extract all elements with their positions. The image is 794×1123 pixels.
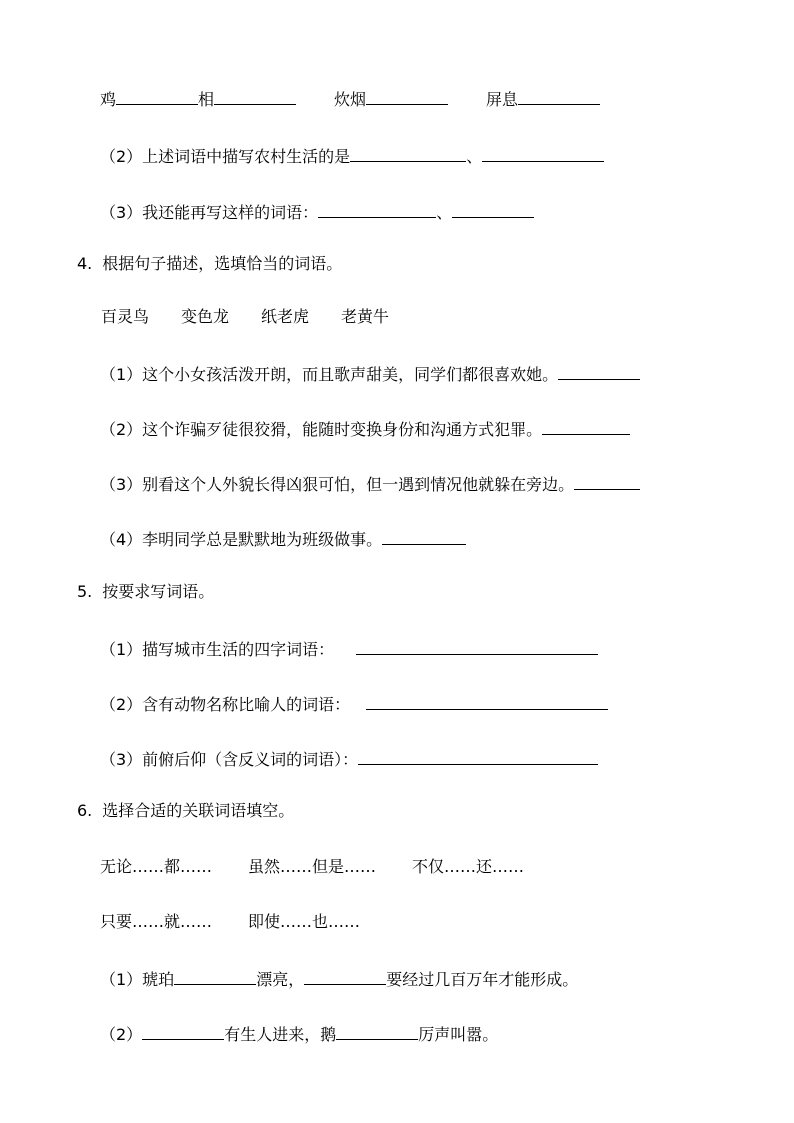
q3-blank-1[interactable] xyxy=(116,87,198,105)
q5-heading xyxy=(77,582,214,602)
q6-options-row-1 xyxy=(100,857,524,877)
q4-option-1: 百灵鸟 xyxy=(101,307,150,326)
q3-part3-row xyxy=(100,200,534,220)
q6-sub-2-mid: 有生人进来，鹅 xyxy=(224,1025,337,1044)
q5-sub-3-text: （3）前俯后仰（含反义词的词语）： xyxy=(100,750,359,769)
q4-option-2: 变色龙 xyxy=(181,307,230,326)
q6-sub-1-mid: 漂亮， xyxy=(256,970,305,989)
q4-sub-1-text: （1）这个小女孩活泼开朗，而且歌声甜美，同学们都很喜欢她。 xyxy=(100,365,559,384)
q6-option-4: 只要……就…… xyxy=(100,912,213,931)
q3-part2-blank-2[interactable] xyxy=(482,144,604,162)
q5-sub-2 xyxy=(100,692,608,712)
q6-sub-2-label: （2） xyxy=(100,1025,143,1044)
q4-sub-3-text: （3）别看这个人外貌长得凶狠可怕，但一遇到情况他就躲在旁边。 xyxy=(100,475,575,494)
q3-part2-sep: 、 xyxy=(466,147,483,166)
q4-sub-4-text: （4）李明同学总是默默地为班级做事。 xyxy=(100,530,383,549)
q3-blank-4[interactable] xyxy=(518,87,600,105)
q4-sub-4 xyxy=(100,527,466,547)
q6-sub-2 xyxy=(100,1022,498,1042)
q5-sub-2-blank[interactable] xyxy=(366,692,608,710)
q4-sub-2-text: （2）这个诈骗歹徒很狡猾，能随时变换身份和沟通方式犯罪。 xyxy=(100,420,543,439)
q4-option-3: 纸老虎 xyxy=(261,307,310,326)
q3-item-1: 鸡 xyxy=(100,90,117,109)
q6-option-5: 即使……也…… xyxy=(248,912,361,931)
q3-blank-3[interactable] xyxy=(366,87,448,105)
q5-sub-3 xyxy=(100,747,598,767)
q6-sub-2-blank-1[interactable] xyxy=(142,1022,224,1040)
q6-option-2: 虽然……但是…… xyxy=(248,857,377,876)
q6-heading xyxy=(77,801,294,821)
q3-part3-blank-1[interactable] xyxy=(318,200,436,218)
q6-sub-1-end: 要经过几百万年才能形成。 xyxy=(386,970,579,989)
q3-part2-blank-1[interactable] xyxy=(350,144,466,162)
q3-part2-text: （2）上述词语中描写农村生活的是 xyxy=(100,147,351,166)
q4-sub-3-blank[interactable] xyxy=(574,472,640,490)
q3-part1-row xyxy=(100,87,600,107)
q6-options-row-2 xyxy=(100,912,360,932)
q6-number: 6. xyxy=(77,801,93,820)
q5-sub-1-blank[interactable] xyxy=(356,637,598,655)
q4-sub-4-blank[interactable] xyxy=(382,527,466,545)
q6-option-1: 无论……都…… xyxy=(100,857,213,876)
q6-sub-2-blank-2[interactable] xyxy=(336,1022,418,1040)
q4-sub-1-blank[interactable] xyxy=(558,362,640,380)
q4-options-row xyxy=(101,307,389,327)
q6-sub-2-end: 厉声叫嚣。 xyxy=(418,1025,499,1044)
q6-sub-1 xyxy=(100,967,578,987)
q5-sub-2-text: （2）含有动物名称比喻人的词语： xyxy=(100,695,351,714)
q5-sub-3-blank[interactable] xyxy=(358,747,598,765)
q5-sub-1-text: （1）描写城市生活的四字词语： xyxy=(100,640,335,659)
q3-part3-blank-2[interactable] xyxy=(452,200,534,218)
q4-sub-2-blank[interactable] xyxy=(542,417,630,435)
q3-part3-sep: 、 xyxy=(436,203,453,222)
q5-number: 5. xyxy=(77,582,93,601)
q4-number: 4. xyxy=(77,254,93,273)
q3-part3-text: （3）我还能再写这样的词语： xyxy=(100,203,319,222)
q6-option-3: 不仅……还…… xyxy=(412,857,525,876)
q3-part2-row xyxy=(100,144,604,164)
q5-title: 按要求写词语。 xyxy=(102,582,215,601)
q3-blank-2[interactable] xyxy=(214,87,296,105)
q6-sub-1-blank-2[interactable] xyxy=(304,967,386,985)
q5-sub-1 xyxy=(100,637,598,657)
q3-item-4: 屏息 xyxy=(486,90,519,109)
q4-title: 根据句子描述，选填恰当的词语。 xyxy=(102,254,343,273)
q6-sub-1-blank-1[interactable] xyxy=(174,967,256,985)
q6-sub-1-label: （1）琥珀 xyxy=(100,970,175,989)
q4-option-4: 老黄牛 xyxy=(341,307,390,326)
q4-sub-3 xyxy=(100,472,640,492)
q4-sub-2 xyxy=(100,417,630,437)
q3-item-2: 相 xyxy=(198,90,215,109)
q4-sub-1 xyxy=(100,362,640,382)
q3-item-3: 炊烟 xyxy=(334,90,367,109)
q4-heading xyxy=(77,254,342,274)
q6-title: 选择合适的关联词语填空。 xyxy=(102,801,295,820)
